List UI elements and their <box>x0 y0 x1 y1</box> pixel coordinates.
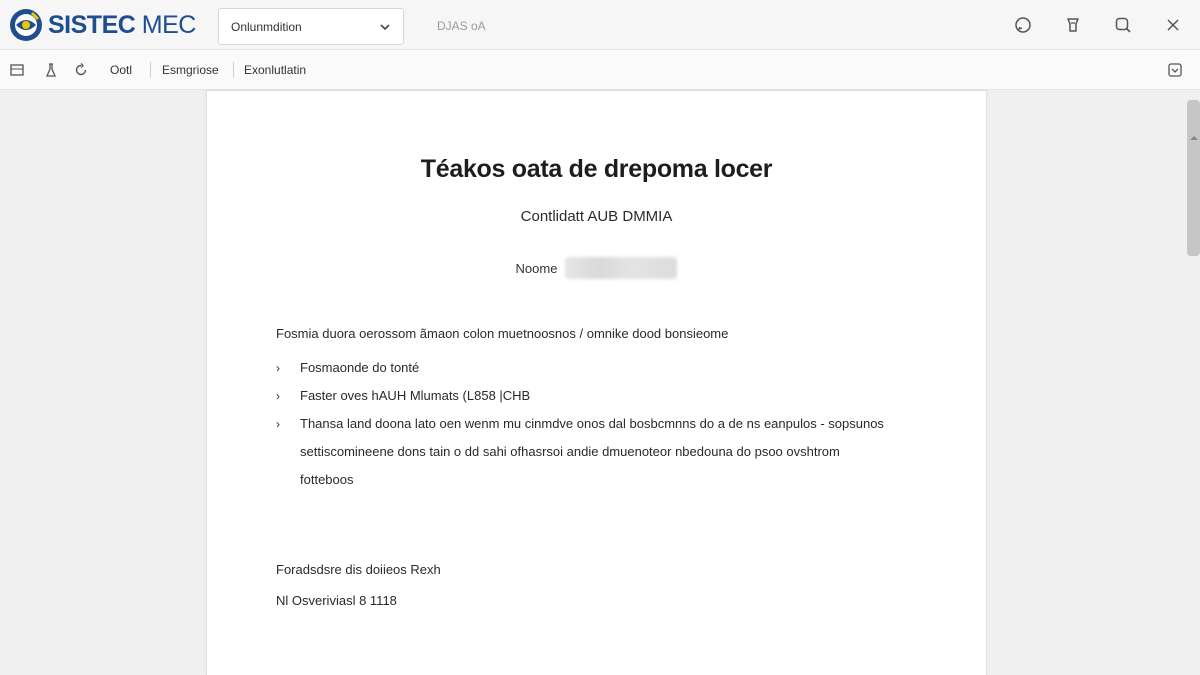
close-icon <box>1163 15 1183 35</box>
list-item <box>276 410 896 494</box>
toolbar-item-3[interactable]: Exonlutlatin <box>244 63 307 77</box>
download-icon <box>1167 62 1183 78</box>
flask-icon <box>43 62 59 78</box>
document-intro: Fosmia duora oerossom ãmaon colon muetnoosnos / omnike dood bonsieome <box>276 326 729 341</box>
document-footer-line-1: Foradsdsre dis doiieos Rexh <box>276 562 441 577</box>
toolbar-item-1[interactable]: Ootl <box>110 63 133 77</box>
download-button[interactable] <box>1166 61 1184 79</box>
top-bar <box>0 0 1200 50</box>
list-item <box>276 382 896 410</box>
document-list <box>276 354 896 494</box>
document-footer-line-2: Nl Osveriviasl 8 1118 <box>276 593 397 608</box>
sidebar-toggle-button[interactable] <box>8 61 26 79</box>
bullet-icon: › <box>276 417 280 431</box>
list-item-text: Fosmaonde do tonté <box>300 360 420 375</box>
document-select[interactable] <box>218 8 404 45</box>
chevron-down-icon <box>379 21 391 33</box>
document-select-value: Onlunmdition <box>231 19 302 34</box>
document-page <box>207 91 986 675</box>
document-toolbar <box>0 50 1200 90</box>
list-item-text: Thansa land doona lato oen wenm mu cinmdve onos dal bosbcmnns do a de ns eanpulos - sopsunos settiscomineene dons tain o dd sahi ofhasrsoi andie dmuenoteor nbedouna do psoo ovshtrom fotteboos <box>300 416 884 487</box>
bullet-icon: › <box>276 389 280 403</box>
shield-button[interactable] <box>1062 14 1084 36</box>
refresh-icon <box>73 62 89 78</box>
bullet-icon: › <box>276 361 280 375</box>
document-subtitle: Contlidatt AUB DMMIA <box>520 208 673 225</box>
chat-button[interactable] <box>1012 14 1034 36</box>
document-viewer[interactable] <box>0 91 1200 675</box>
name-label: Noome <box>515 260 558 276</box>
list-item-text: Faster oves hAUH Mlumats (L858 |CHB <box>300 388 531 403</box>
print-button[interactable] <box>42 61 60 79</box>
scrollbar-thumb[interactable] <box>1187 100 1200 256</box>
refresh-button[interactable] <box>72 61 90 79</box>
search-icon <box>1113 15 1133 35</box>
close-button[interactable] <box>1162 14 1184 36</box>
redacted-name <box>565 257 677 279</box>
chat-icon <box>1013 15 1033 35</box>
toolbar-item-2[interactable]: Esmgriose <box>162 63 219 77</box>
scroll-up-icon <box>1190 136 1198 140</box>
search-button[interactable] <box>1112 14 1134 36</box>
logo-emblem-icon <box>8 7 44 43</box>
list-item <box>276 354 896 382</box>
toolbar-divider <box>233 62 234 78</box>
shield-icon <box>1063 15 1083 35</box>
header-hint-text: DJAS oA <box>437 19 486 33</box>
name-row <box>207 257 986 279</box>
document-title: Téakos oata de drepoma locer <box>420 155 773 183</box>
panel-icon <box>9 62 25 78</box>
logo-text: SISTEC MEC <box>48 10 196 39</box>
app-logo[interactable] <box>8 7 196 43</box>
toolbar-divider <box>150 62 151 78</box>
